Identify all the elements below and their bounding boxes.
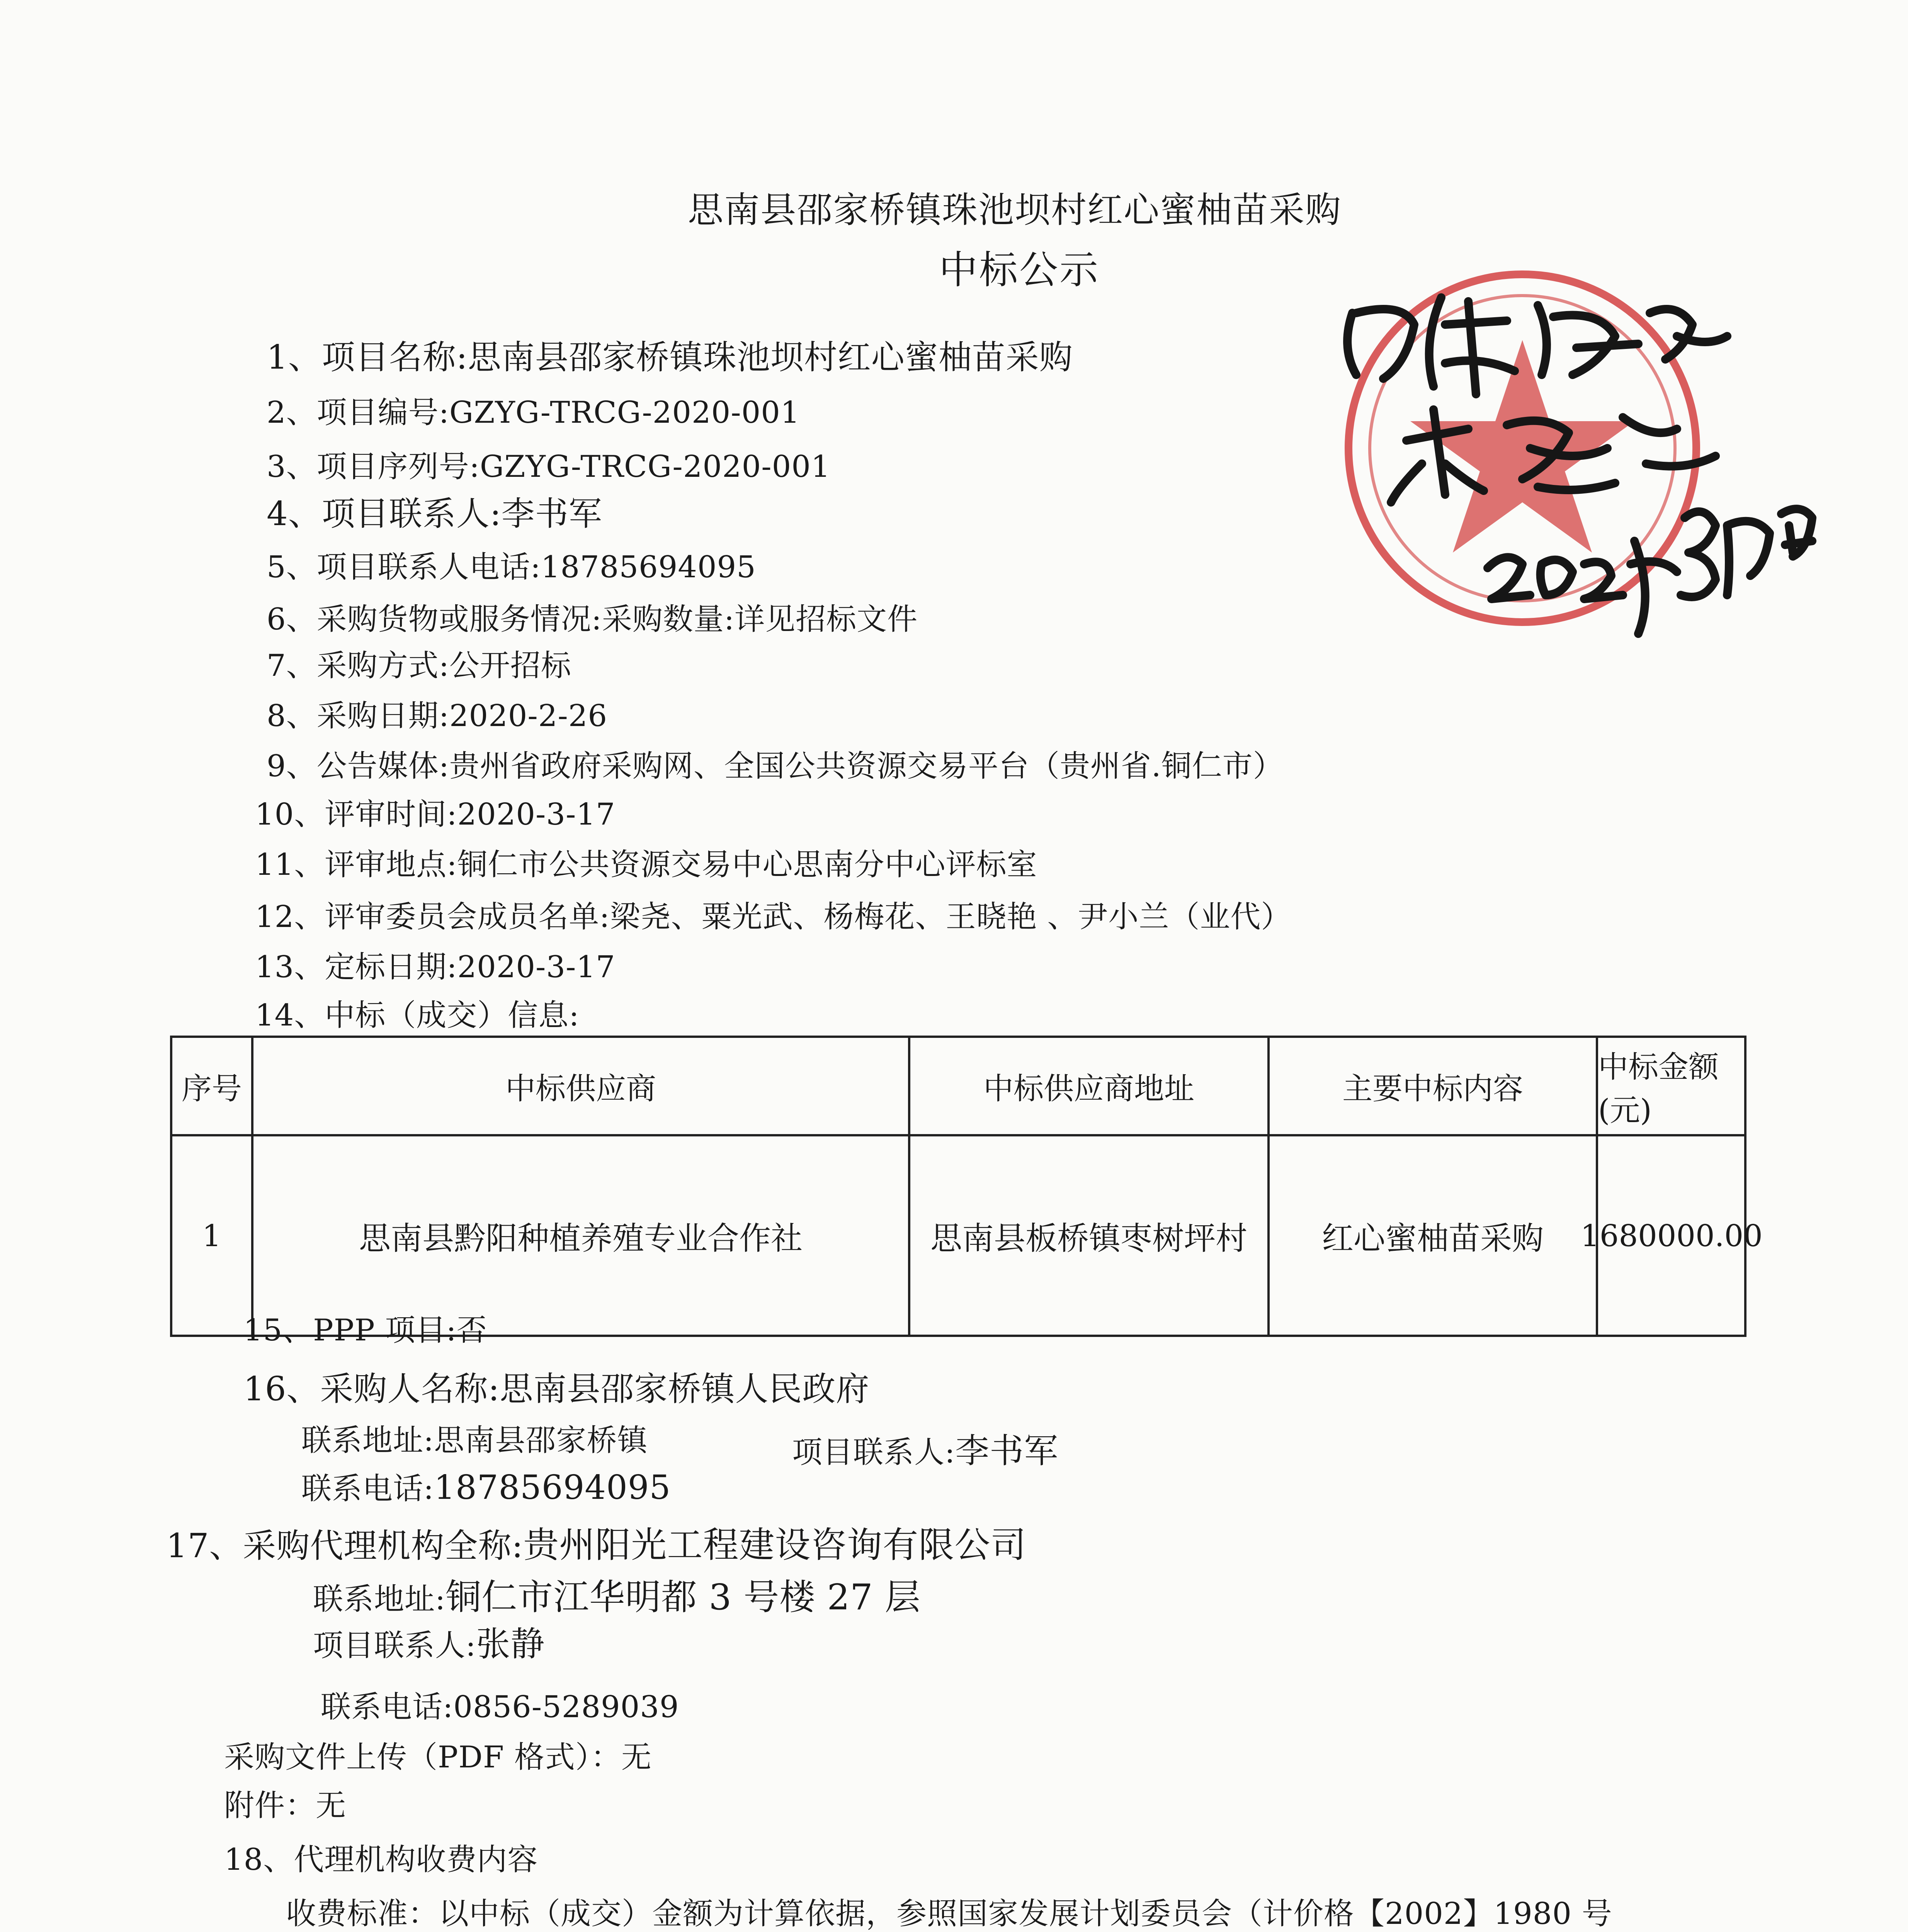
document-title: 思南县邵家桥镇珠池坝村红心蜜柚苗采购 <box>688 189 1342 231</box>
table-cell: 思南县板桥镇枣树坪村 <box>910 1136 1270 1335</box>
item-11: 11、评审地点:铜仁市公共资源交易中心思南分中心评标室 <box>255 847 1037 882</box>
attachment-note: 附件：无 <box>224 1788 347 1823</box>
item-13: 13、定标日期:2020-3-17 <box>255 950 616 985</box>
table-cell: 1680000.00 <box>1580 1218 1763 1253</box>
agency-address: 联系地址:铜仁市江华明都 3 号楼 27 层 <box>313 1577 921 1618</box>
table-cell: 思南县黔阳种植养殖专业合作社 <box>253 1136 910 1335</box>
agency-contact: 项目联系人:张静 <box>313 1624 545 1664</box>
table-header-cell: 中标供应商 <box>253 1038 910 1136</box>
table-header-cell: 中标金额(元) <box>1598 1038 1745 1136</box>
item-5: 5、项目联系人电话:18785694095 <box>267 550 756 585</box>
item-10: 10、评审时间:2020-3-17 <box>255 797 616 832</box>
table-cell: 1 <box>172 1136 253 1335</box>
fee-title: 18、代理机构收费内容 <box>224 1842 538 1877</box>
table-header-cell: 序号 <box>172 1038 253 1136</box>
item-12: 12、评审委员会成员名单:梁尧、粟光武、杨梅花、王晓艳 、尹小兰（业代） <box>255 900 1292 934</box>
item-3: 3、项目序列号:GZYG-TRCG-2020-001 <box>267 449 831 484</box>
item-15: 15、PPP 项目:否 <box>243 1313 487 1348</box>
document-subtitle: 中标公示 <box>939 247 1100 293</box>
item-8: 8、采购日期:2020-2-26 <box>267 699 607 733</box>
agency-name: 17、采购代理机构全称:贵州阳光工程建设咨询有限公司 <box>166 1524 1027 1566</box>
award-table <box>170 1036 1763 1337</box>
purchaser-address: 联系地址:思南县邵家桥镇 <box>301 1423 648 1458</box>
table-header-cell: 主要中标内容 <box>1270 1038 1598 1136</box>
item-14: 14、中标（成交）信息: <box>255 998 580 1033</box>
item-1: 1、项目名称:思南县邵家桥镇珠池坝村红心蜜柚苗采购 <box>267 338 1073 377</box>
purchaser-name: 16、采购人名称:思南县邵家桥镇人民政府 <box>243 1370 870 1408</box>
purchaser-phone: 联系电话:18785694095 <box>301 1468 671 1507</box>
item-2: 2、项目编号:GZYG-TRCG-2020-001 <box>267 395 800 430</box>
upload-note: 采购文件上传（PDF 格式）：无 <box>224 1740 652 1775</box>
item-7: 7、采购方式:公开招标 <box>267 648 571 683</box>
table-header-cell: 中标供应商地址 <box>910 1038 1270 1136</box>
handwritten-signature <box>1306 247 1847 765</box>
purchaser-contact: 项目联系人:李书军 <box>792 1431 1059 1471</box>
item-4: 4、项目联系人:李书军 <box>267 495 602 533</box>
agency-phone: 联系电话:0856-5289039 <box>321 1690 679 1725</box>
item-9: 9、公告媒体:贵州省政府采购网、全国公共资源交易平台（贵州省.铜仁市） <box>267 749 1284 784</box>
table-cell: 红心蜜柚苗采购 <box>1270 1136 1598 1335</box>
fee-line-1: 收费标准：以中标（成交）金额为计算依据，参照国家发展计划委员会（计价格【2002】1980 号 <box>286 1896 1612 1931</box>
item-6: 6、采购货物或服务情况:采购数量:详见招标文件 <box>267 602 918 637</box>
